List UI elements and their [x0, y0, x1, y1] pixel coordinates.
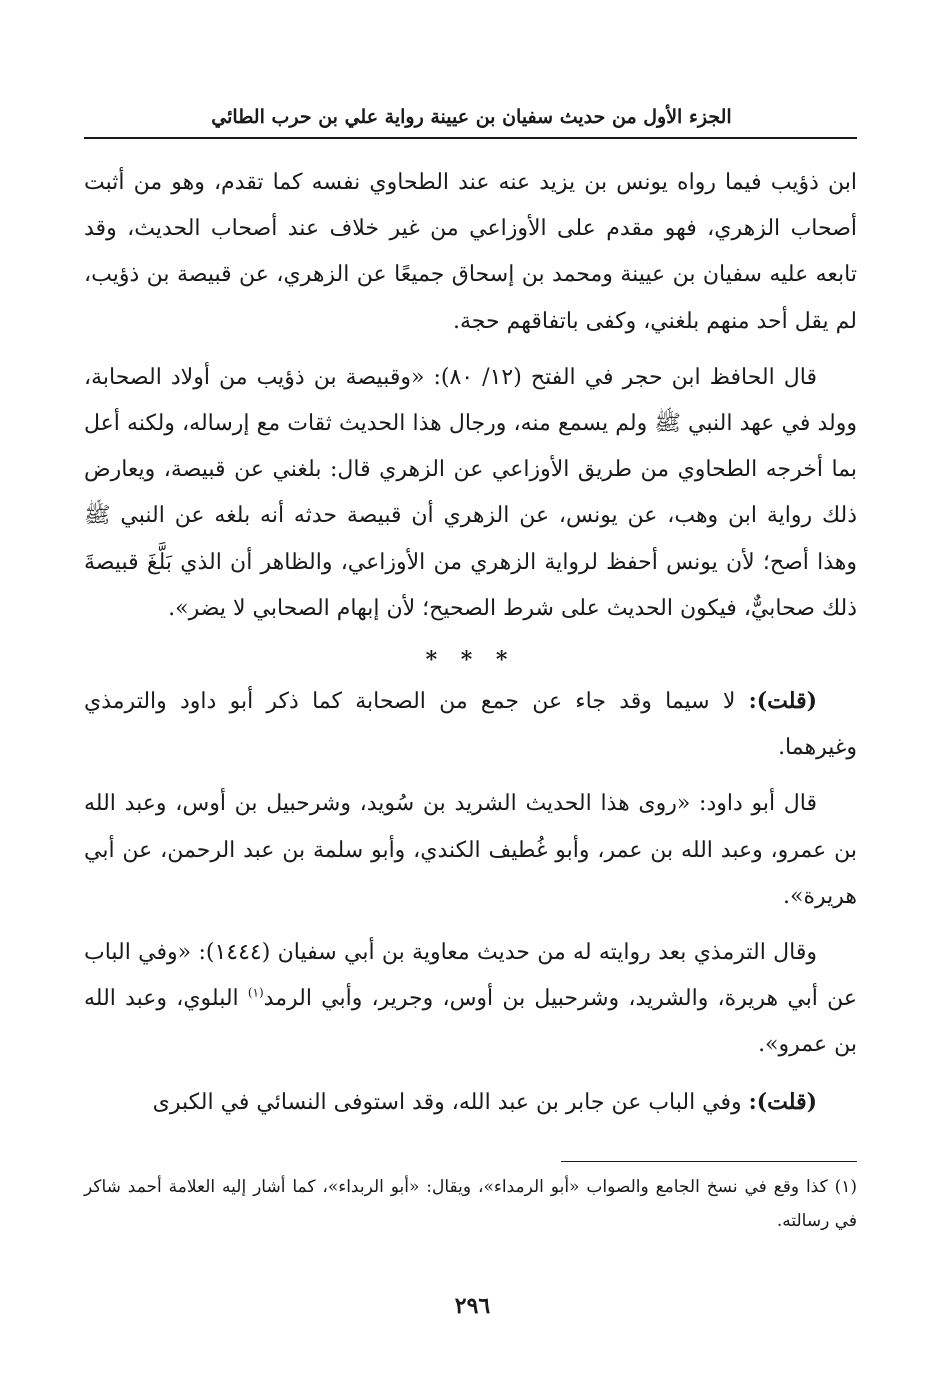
- paragraph-3: [84, 678, 857, 771]
- paragraph-6-text: وفي الباب عن جابر بن عبد الله، وقد استوفى النسائي في الكبرى: [152, 1089, 749, 1115]
- paragraph-3-text: لا سيما وقد جاء عن جمع من الصحابة كما ذكر أبو داود والترمذي وغيرهما.: [84, 689, 857, 761]
- paragraph-5: [84, 930, 857, 1069]
- paragraph-1: ابن ذؤيب فيما رواه يونس بن يزيد عنه عند الطحاوي نفسه كما تقدم، وهو من أثبت أصحاب الزهري، فهو مقدم على الأوزاعي من غير خلاف عند أصحاب الحديث، وقد تابعه عليه سفيان بن عيينة ومحمد بن إسحاق جميعًا عن الزهري، عن قبيصة بن ذؤيب، لم يقل أحد منهم بلغني، وكفى باتفاقهم حجة.: [84, 170, 857, 334]
- footnote-reference: (١): [247, 985, 264, 1000]
- paragraph-2: قال الحافظ ابن حجر في الفتح (١٢/ ٨٠): «وقبيصة بن ذؤيب من أولاد الصحابة، وولد في عهد النبي ﷺ ولم يسمع منه، ورجال هذا الحديث ثقات مع إرساله، ولكنه أعل بما أخرجه الطحاوي من طريق الأوزاعي عن الزهري قال: بلغني عن قبيصة، ويعارض ذلك رواية ابن وهب، عن يونس، عن الزهري أن قبيصة حدثه أنه بلغه عن النبي ﷺ وهذا أصح؛ لأن يونس أحفظ لرواية الزهري من الأوزاعي، والظاهر أن الذي بَلَّغَ قبيصةَ ذلك صحابيٌّ، فيكون الحديث على شرط الصحيح؛ لأن إبهام الصحابي لا يضر».: [84, 364, 857, 621]
- paragraph-5-text-a: وقال الترمذي بعد روايته له من حديث معاوية بن أبي سفيان (١٤٤٤): «وفي الباب عن أبي هريرة، والشريد، وشرحبيل بن أوس، وجرير، وأبي الرمد: [84, 940, 857, 1012]
- header-rule: [84, 137, 857, 139]
- main-text: [84, 160, 857, 1136]
- paragraph-6: [84, 1079, 857, 1126]
- qult-label: (قلت):: [748, 1088, 817, 1115]
- paragraph-5-text-b: البلوي، وعبد الله بن عمرو».: [84, 986, 857, 1058]
- page-number: ٢٩٦: [454, 1293, 491, 1319]
- paragraph-4: قال أبو داود: «روى هذا الحديث الشريد بن سُويد، وشرحبيل بن أوس، وعبد الله بن عمرو، وعبد الله بن عمر، وأبو غُطيف الكندي، وأبو سلمة بن عبد الرحمن، عن أبي هريرة».: [84, 791, 857, 909]
- footnote: (١) كذا وقع في نسخ الجامع والصواب «أبو الرمداء»، ويقال: «أبو الربداء»، كما أشار إليه العلامة أحمد شاكر في رسالته.: [84, 1177, 857, 1231]
- footnote-rule: [561, 1161, 857, 1162]
- section-separator: * * *: [425, 647, 516, 674]
- running-header: الجزء الأول من حديث سفيان بن عيينة رواية علي بن حرب الطائي: [211, 106, 732, 128]
- qult-label: (قلت):: [748, 688, 817, 715]
